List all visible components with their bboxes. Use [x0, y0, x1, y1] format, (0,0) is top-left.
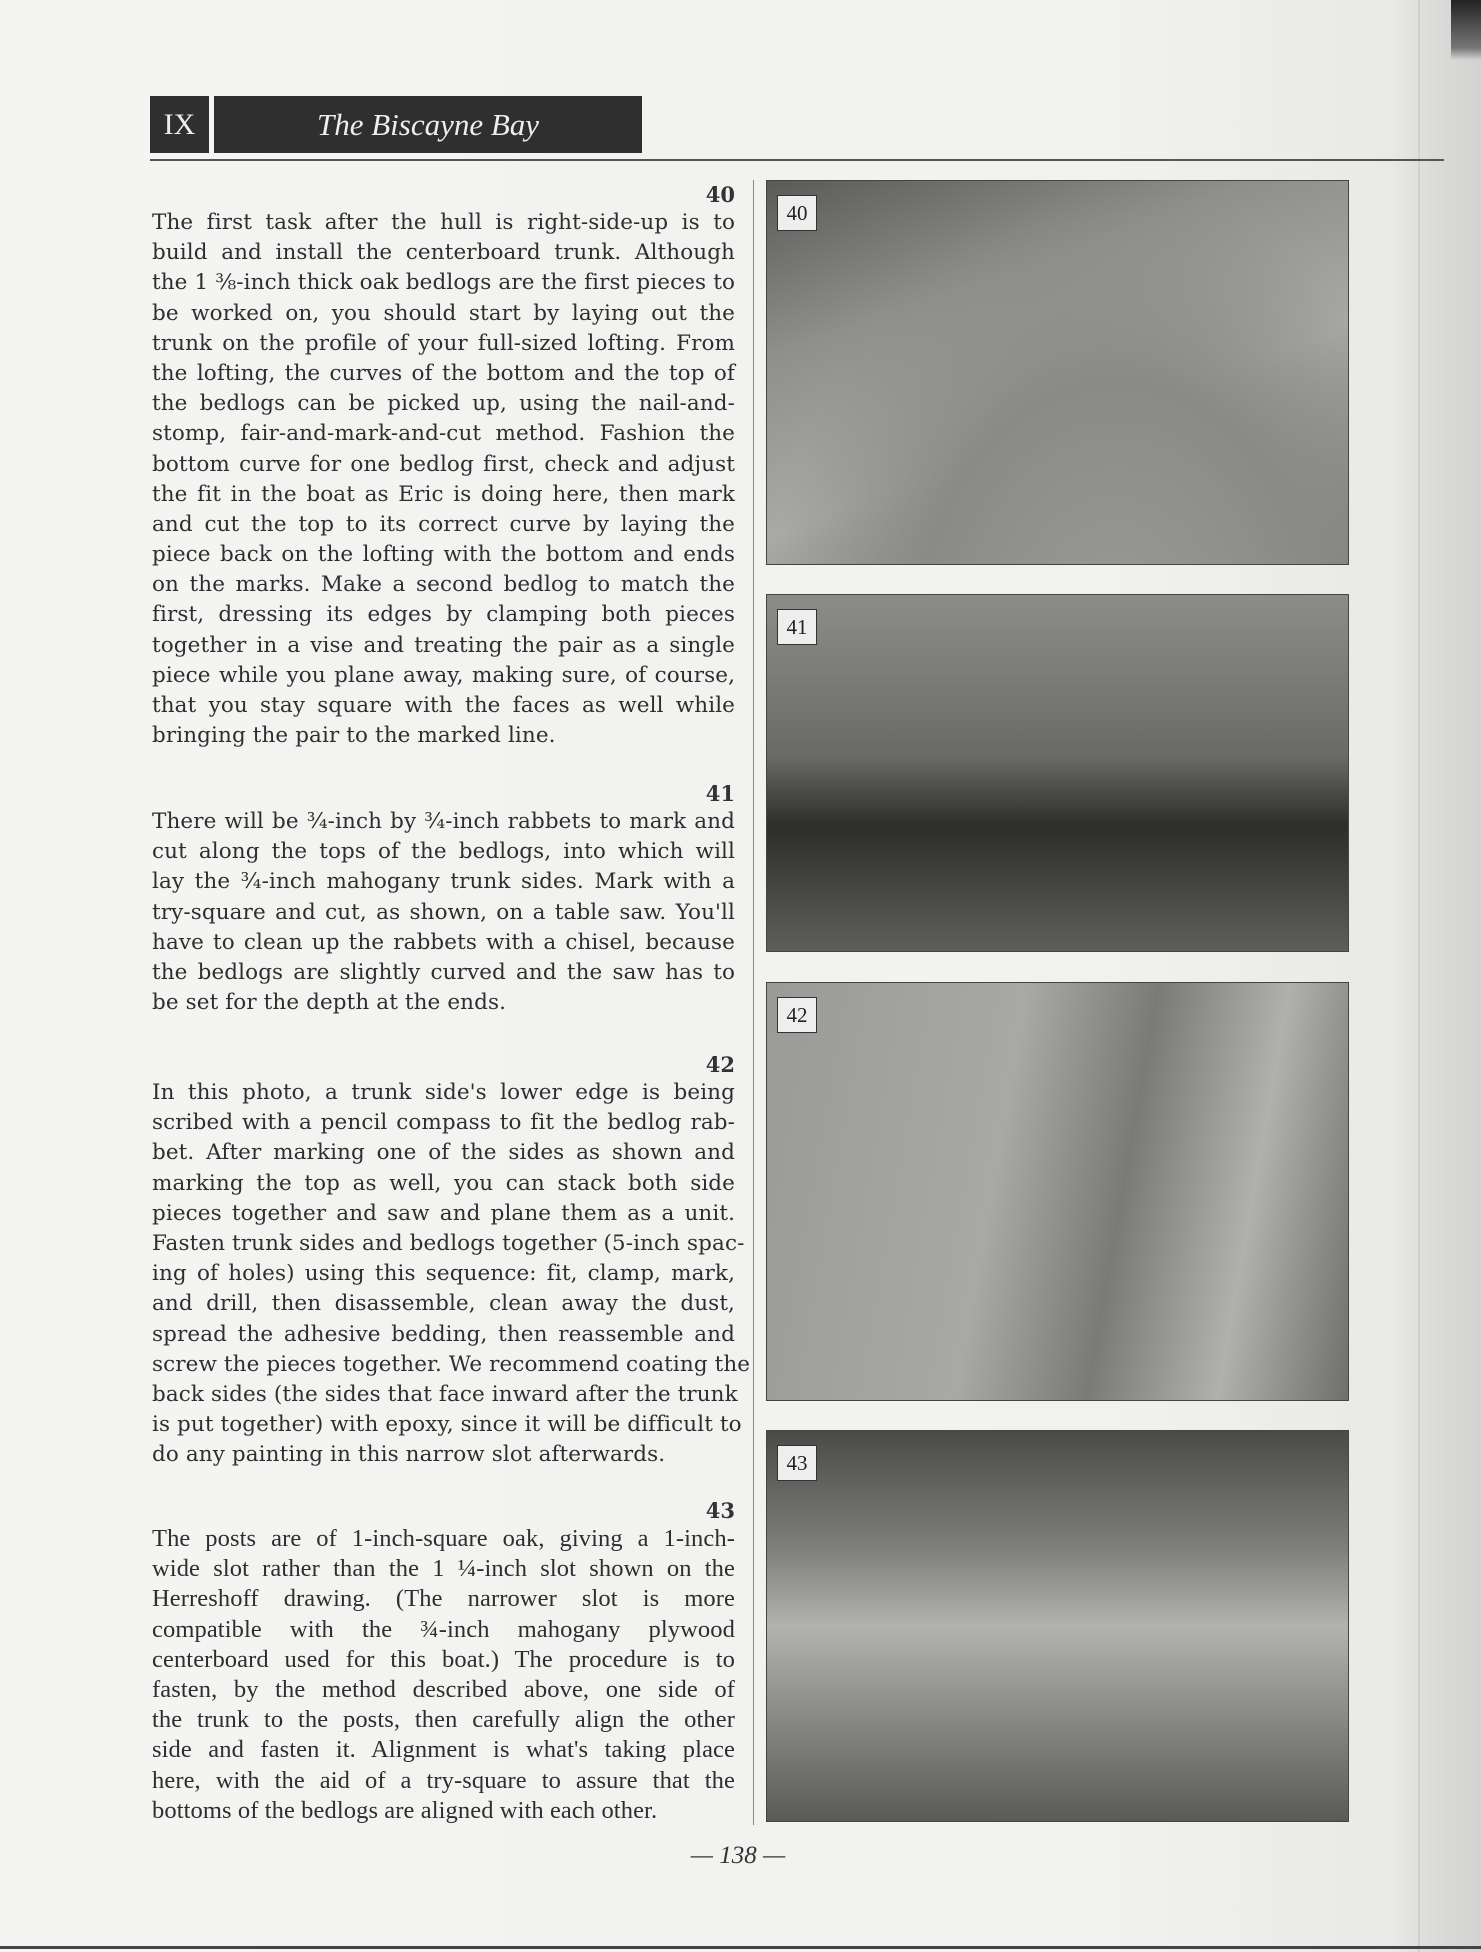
text-line: piece while you plane away, making sure, of course, [152, 662, 735, 688]
section-42 [152, 1052, 751, 1470]
section-number: 41 [705, 781, 735, 806]
text-line: marking the top as well, you can stack both side [152, 1170, 735, 1196]
text-line: trunk on the profile of your full-sized lofting. From [152, 330, 735, 356]
text-line: is put together) with epoxy, since it will be difficult to [152, 1412, 742, 1438]
photo-41 [766, 594, 1349, 952]
text-line: fasten, by the method described above, one side of [152, 1675, 735, 1703]
text-line: scribed with a pencil compass to fit the bedlog rab- [152, 1110, 735, 1136]
text-line: bottom curve for one bedlog first, check and adjust [152, 451, 735, 477]
text-line: There will be ¾-inch by ¾-inch rabbets to mark and [152, 809, 735, 834]
section-number: 42 [705, 1052, 735, 1077]
text-line: The posts are of 1-inch-square oak, giving a 1-inch- [152, 1525, 735, 1552]
section-40 [152, 182, 735, 751]
text-line: the trunk to the posts, then carefully align the other [152, 1706, 735, 1734]
photo-label: 42 [777, 997, 817, 1033]
section-number: 43 [705, 1498, 735, 1523]
text-line: spread the adhesive bedding, then reassemble and [152, 1321, 735, 1347]
text-line: that you stay square with the faces as well while [152, 693, 735, 718]
text-line: bet. After marking one of the sides as shown and [152, 1140, 735, 1166]
text-line: Herreshoff drawing. (The narrower slot is more [152, 1585, 735, 1613]
text-line: centerboard used for this boat.) The procedure is to [152, 1645, 735, 1673]
text-line: the bedlogs are slightly curved and the saw has to [152, 959, 735, 985]
text-line: be set for the depth at the ends. [152, 990, 507, 1016]
chapter-number: IX [150, 96, 209, 153]
photo-42 [766, 982, 1349, 1401]
text-line: stomp, fair-and-mark-and-cut method. Fashion the [152, 421, 735, 447]
page-number: — 138 — [690, 1842, 786, 1869]
page-corner-shadow [1451, 0, 1481, 60]
text-line: lay the ¾-inch mahogany trunk sides. Mark with a [152, 869, 735, 895]
text-line: The first task after the hull is right-side-up is to [152, 210, 735, 235]
text-line: In this photo, a trunk side's lower edge is being [152, 1080, 735, 1105]
chapter-title: The Biscayne Bay [214, 96, 642, 153]
text-line: compatible with the ¾-inch mahogany plywood [152, 1615, 735, 1643]
text-line: bottoms of the bedlogs are aligned with each other. [152, 1796, 658, 1824]
text-line: and cut the top to its correct curve by laying the [152, 511, 735, 537]
text-line: side and fasten it. Alignment is what's taking place [152, 1736, 735, 1764]
text-line: pieces together and saw and plane them as a unit. [152, 1200, 735, 1226]
text-line: first, dressing its edges by clamping both pieces [152, 602, 735, 628]
photo-label: 41 [777, 609, 817, 645]
text-line: Fasten trunk sides and bedlogs together (5-inch spac- [152, 1230, 745, 1256]
text-line: back sides (the sides that face inward after the trunk [152, 1381, 738, 1407]
photo-label: 43 [777, 1445, 817, 1481]
text-line: be worked on, you should start by laying out the [152, 300, 735, 326]
photo-label: 40 [777, 195, 817, 231]
text-line: the 1 ⅜-inch thick oak bedlogs are the first pieces to [152, 270, 735, 296]
text-line: and drill, then disassemble, clean away the dust, [152, 1291, 735, 1317]
text-line: build and install the centerboard trunk. Although [152, 240, 735, 266]
text-line: cut along the tops of the bedlogs, into which will [152, 839, 735, 865]
column-divider [753, 180, 754, 1825]
text-line: wide slot rather than the 1 ¼-inch slot shown on the [152, 1555, 735, 1583]
section-41 [152, 781, 735, 1018]
text-line: screw the pieces together. We recommend coating the [152, 1351, 751, 1377]
text-line: the lofting, the curves of the bottom and the top of [152, 360, 735, 386]
text-line: the fit in the boat as Eric is doing here, then mark [152, 481, 735, 507]
photo-40 [766, 180, 1349, 565]
text-line: together in a vise and treating the pair as a single [152, 632, 735, 658]
text-line: on the marks. Make a second bedlog to match the [152, 572, 735, 598]
text-line: piece back on the lofting with the bottom and ends [152, 542, 735, 568]
text-line: have to clean up the rabbets with a chisel, because [152, 929, 735, 955]
text-line: ing of holes) using this sequence: fit, clamp, mark, [152, 1261, 735, 1287]
section-number: 40 [705, 182, 735, 207]
text-line: here, with the aid of a try-square to assure that the [152, 1766, 735, 1794]
scan-bottom-edge [0, 1946, 1481, 1949]
section-43 [152, 1498, 735, 1826]
text-line: try-square and cut, as shown, on a table saw. You'll [152, 899, 735, 925]
photo-43 [766, 1430, 1349, 1822]
page-edge [1418, 0, 1420, 1952]
text-line: bringing the pair to the marked line. [152, 723, 556, 749]
text-line: do any painting in this narrow slot afterwards. [152, 1442, 666, 1468]
header-rule [150, 159, 1444, 161]
text-line: the bedlogs can be picked up, using the nail-and- [152, 391, 735, 417]
